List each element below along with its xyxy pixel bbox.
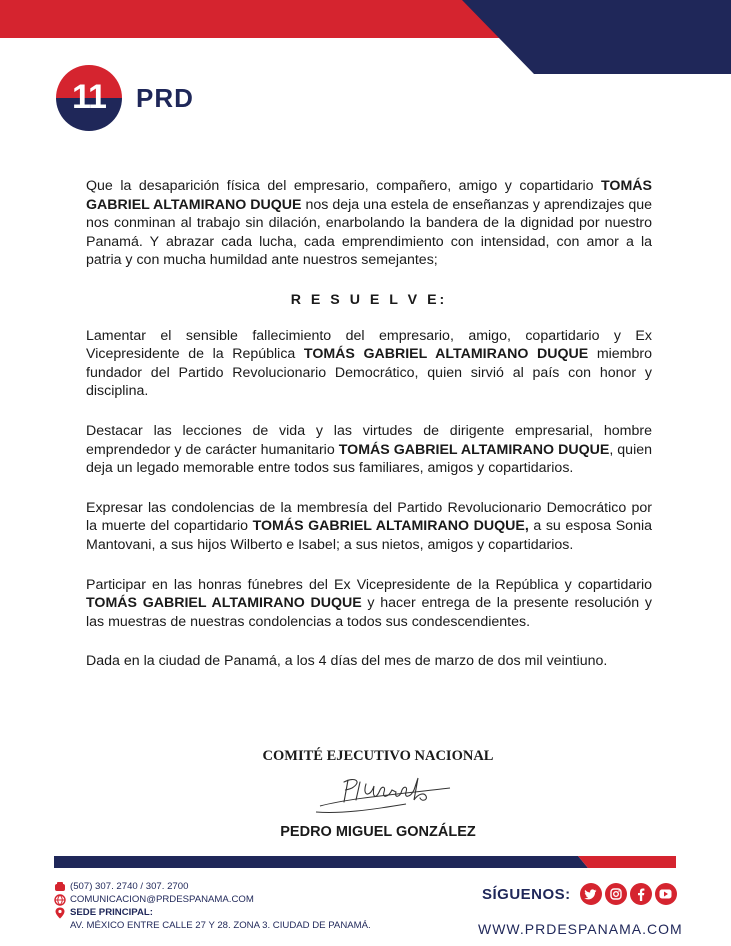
logo-circle xyxy=(56,65,122,131)
prd-logo xyxy=(56,65,194,131)
honoree-name: TOMÁS GABRIEL ALTAMIRANO DUQUE xyxy=(303,346,589,363)
location-pin-icon xyxy=(54,907,66,919)
social-follow xyxy=(482,883,677,905)
honoree-name: TOMÁS GABRIEL ALTAMIRANO DUQUE xyxy=(86,178,652,213)
website-link[interactable]: WWW.PRDESPANAMA.COM xyxy=(478,921,683,937)
logo-text: PRD xyxy=(136,82,194,113)
instagram-icon[interactable] xyxy=(605,883,627,905)
phone-row xyxy=(54,880,371,893)
twitter-icon[interactable] xyxy=(580,883,602,905)
facebook-icon[interactable] xyxy=(630,883,652,905)
paragraph-participate: Participar en las honras fúnebres del Ex Vicepresidente de la República y copartidario TOMÁS GABRIEL ALTAMIRANO DUQUE y hacer entrega de la presente resolución y las muestras de nuestras condolencias a todos sus condescendientes. xyxy=(86,576,652,630)
paragraph-condolences: Expresar las condolencias de la membresía del Partido Revolucionario Democrático por la muerte del copartidario TOMÁS GABRIEL ALTAMIRANO DUQUE, a su esposa Sonia Mantovani, a sus hijos Wilberto e Isabel; a sus nietos, amigos y copartidarios. xyxy=(86,499,652,553)
paragraph-lament: Lamentar el sensible fallecimiento del empresario, amigo, copartidario y Ex Vicepresidente de la República TOMÁS GABRIEL ALTAMIRANO DUQUE miembro fundador del Partido Revolucionario Democrático, quien sirvió al país con honor y disciplina. xyxy=(86,327,652,400)
follow-label: SÍGUENOS: xyxy=(482,885,571,903)
paragraph-whereas: Que la desaparición física del empresario, compañero, amigo y copartidario TOMÁS GABRIEL ALTAMIRANO DUQUE nos deja una estela de enseñanzas y aprendizajes que nos conminan al trabajo sin dilación, enarbolando la bandera de la dignidad por nuestro Panamá. Y abrazar cada lucha, cada emprendimiento con intensidad, con amor a la patria y con mucha humildad ante nuestros semejantes; xyxy=(86,178,652,269)
hq-row xyxy=(54,906,371,919)
globe-icon xyxy=(54,894,66,906)
resolves-heading: R E S U E L V E: xyxy=(290,291,448,308)
honoree-name: TOMÁS GABRIEL ALTAMIRANO DUQUE xyxy=(86,595,362,612)
honoree-name: TOMÁS GABRIEL ALTAMIRANO DUQUE, xyxy=(252,518,529,535)
phone-number: (507) 307. 2740 / 307. 2700 xyxy=(70,881,189,892)
hq-label: SEDE PRINCIPAL: xyxy=(70,907,153,918)
signer-name: PEDRO MIGUEL GONZÁLEZ xyxy=(280,824,476,840)
paragraph-highlight: Destacar las lecciones de vida y las virtudes de dirigente empresarial, hombre emprendedor y de carácter humanitario TOMÁS GABRIEL ALTAMIRANO DUQUE, quien deja un legado memorable entre todos sus familiares, amigos y copartidarios. xyxy=(86,422,653,477)
contact-info xyxy=(54,880,371,932)
phone-icon xyxy=(54,881,66,893)
header-band xyxy=(0,0,731,74)
handwritten-signature xyxy=(310,768,460,816)
footer-band xyxy=(0,856,731,870)
committee-name: COMITÉ EJECUTIVO NACIONAL xyxy=(262,748,494,764)
email-link[interactable]: COMUNICACION@PRDESPANAMA.COM xyxy=(70,894,254,905)
resolution-body xyxy=(86,177,652,679)
hq-address: AV. MÉXICO ENTRE CALLE 27 Y 28. ZONA 3. CIUDAD DE PANAMÁ. xyxy=(70,920,371,931)
email-row xyxy=(54,893,371,906)
logo-number: 11 xyxy=(72,78,106,116)
paragraph-date: Dada en la ciudad de Panamá, a los 4 días del mes de marzo de dos mil veintiuno. xyxy=(86,653,608,670)
youtube-icon[interactable] xyxy=(655,883,677,905)
honoree-name: TOMÁS GABRIEL ALTAMIRANO DUQUE xyxy=(338,441,610,458)
